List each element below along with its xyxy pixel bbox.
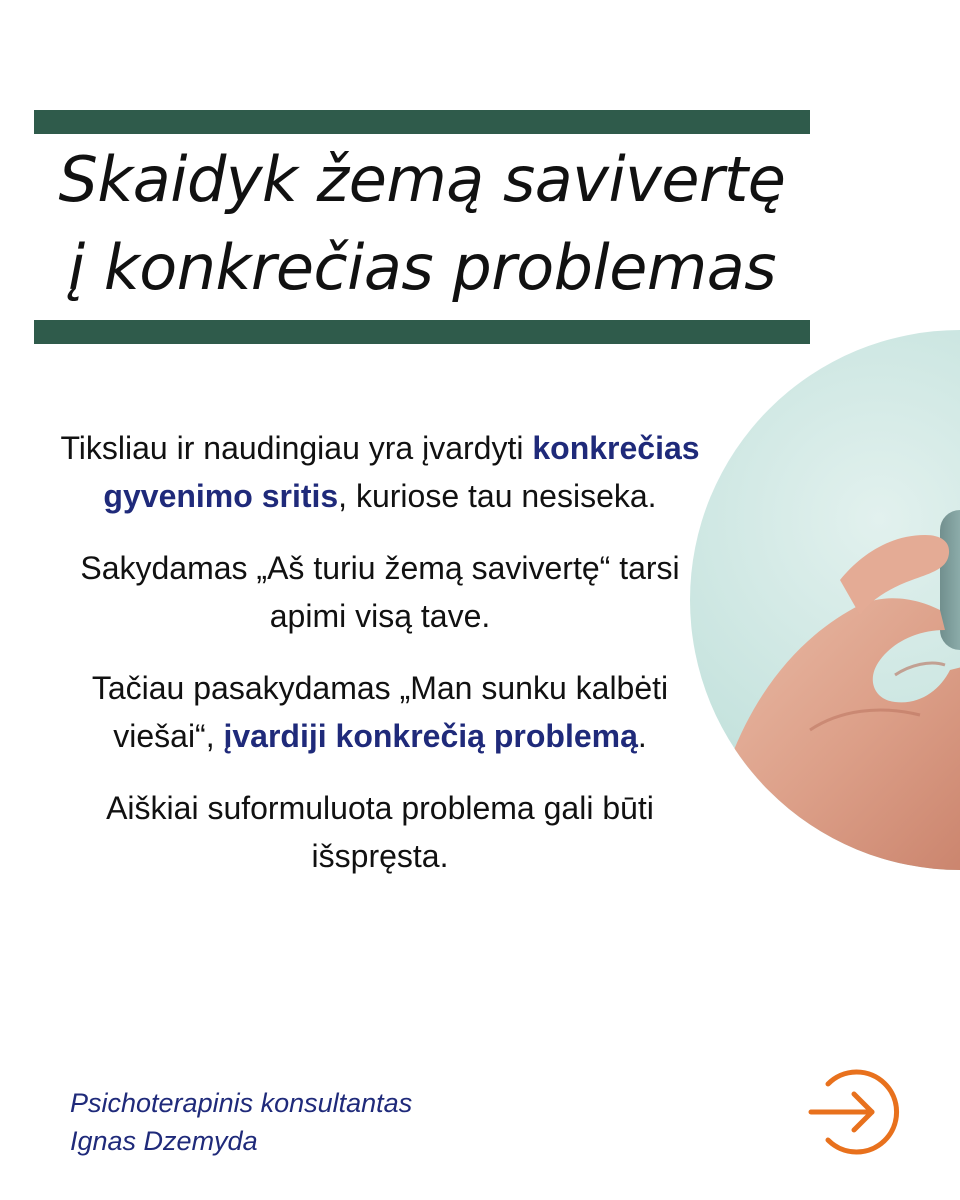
author-name: Ignas Dzemyda xyxy=(70,1126,258,1156)
title-line-1: Skaidyk žemą savivertę xyxy=(58,143,786,216)
paragraph-1-end: , kuriose tau nesiseka. xyxy=(338,478,657,514)
paragraph-1 xyxy=(60,424,700,520)
next-button[interactable] xyxy=(806,1062,906,1162)
hand-photo xyxy=(690,330,960,870)
paragraph-3-end: . xyxy=(637,718,647,754)
hand-photo-illustration xyxy=(690,330,960,870)
title-bar-top xyxy=(34,110,810,134)
title-line-2: į konkrečias problemas xyxy=(67,231,777,304)
author-signature xyxy=(70,1084,412,1160)
paragraph-3 xyxy=(60,664,700,760)
page-title xyxy=(34,136,810,316)
body-text xyxy=(60,424,700,904)
title-bar-bottom xyxy=(34,320,810,344)
highlight-life-areas: konkrečias gyvenimo sritis xyxy=(103,430,700,514)
paragraph-4: Aiškiai suformuluota problema gali būti išspręsta. xyxy=(106,790,654,874)
author-role: Psichoterapinis konsultantas xyxy=(70,1088,413,1118)
highlight-specific-problem: įvardiji konkrečią problemą xyxy=(223,718,638,754)
paragraph-2: Sakydamas „Aš turiu žemą savivertę“ tarsi apimi visą tave. xyxy=(80,550,680,634)
paragraph-3-start: Tačiau pasakydamas „Man sunku kalbėti viešai“, xyxy=(91,670,669,754)
arrow-right-circle-icon xyxy=(806,1062,906,1162)
paragraph-1-start: Tiksliau ir naudingiau yra įvardyti xyxy=(60,430,524,466)
